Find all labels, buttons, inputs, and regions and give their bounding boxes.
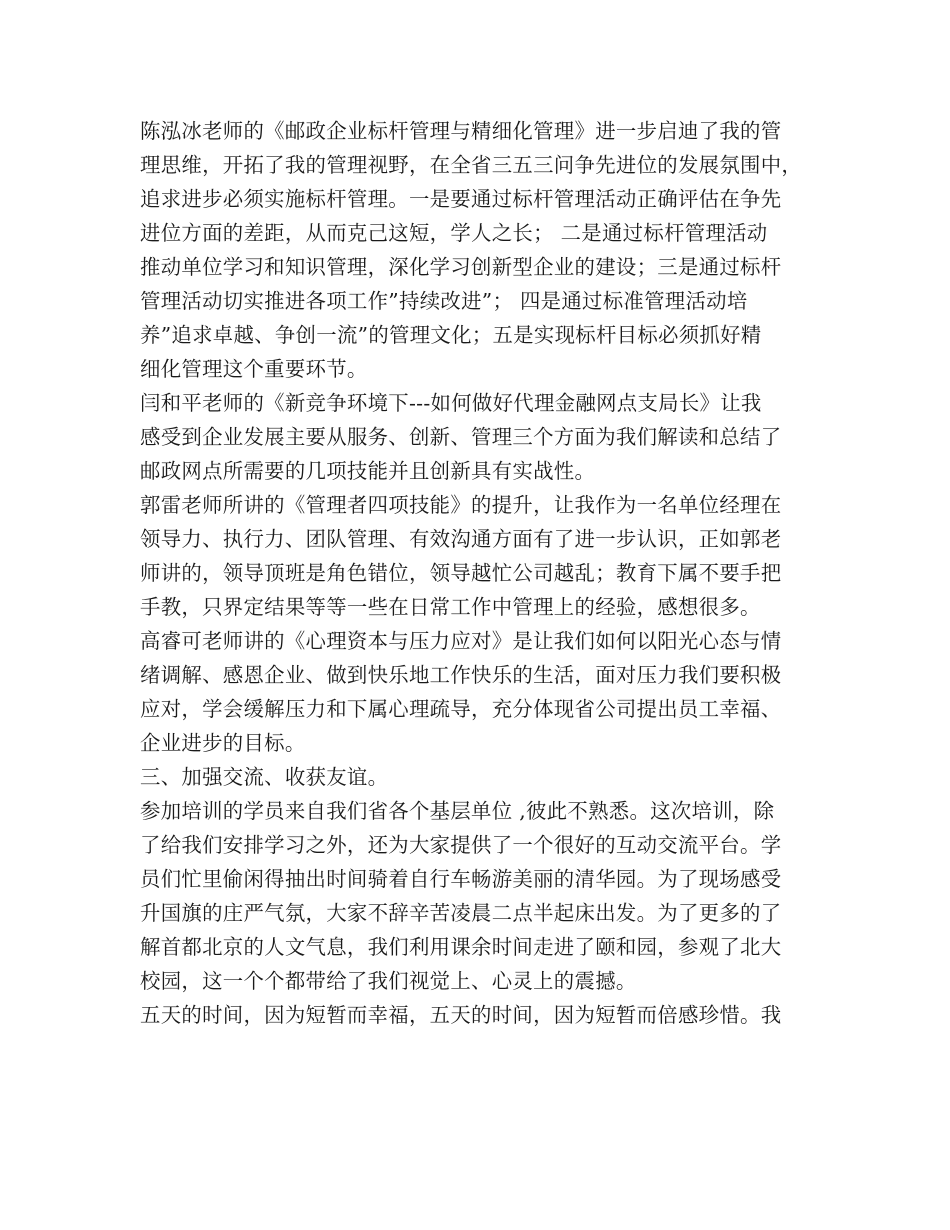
text-line: 高睿可老师讲的《心理资本与压力应对》是让我们如何以阳光心态与情 (140, 629, 782, 653)
text-line: 绪调解、感恩企业、做到快乐地工作快乐的生活，面对压力我们要积极 (140, 663, 782, 687)
section-heading: 三、加强交流、收获友谊。 (140, 765, 389, 789)
text-line: 领导力、执行力、团队管理、有效沟通方面有了进一步认识，正如郭老 (140, 527, 782, 551)
text-line: 管理活动切实推进各项工作”持续改进”； 四是通过标准管理活动培 (140, 289, 748, 313)
text-line: 了给我们安排学习之外，还为大家提供了一个很好的互动交流平台。学 (140, 833, 782, 857)
text-line: 五天的时间，因为短暂而幸福，五天的时间，因为短暂而倍感珍惜。我 (140, 1003, 782, 1027)
text-line: 进位方面的差距，从而克己这短，学人之长； 二是通过标杆管理活动 (140, 221, 768, 245)
text-line: 追求进步必须实施标杆管理。一是要通过标杆管理活动正确评估在争先 (140, 187, 782, 211)
text-line: 企业进步的目标。 (140, 731, 306, 755)
text-line: 陈泓冰老师的《邮政企业标杆管理与精细化管理》进一步启迪了我的管 (140, 119, 782, 143)
text-line: 郭雷老师所讲的《管理者四项技能》的提升，让我作为一名单位经理在 (140, 493, 782, 517)
text-line: 手教，只界定结果等等一些在日常工作中管理上的经验，感想很多。 (140, 595, 761, 619)
text-line: 校园，这一个个都带给了我们视觉上、心灵上的震撼。 (140, 969, 637, 993)
text-line: 参加培训的学员来自我们省各个基层单位 ,彼此不熟悉。这次培训，除 (140, 799, 775, 823)
text-line: 细化管理这个重要环节。 (140, 357, 368, 381)
text-line: 邮政网点所需要的几项技能并且创新具有实战性。 (140, 459, 596, 483)
text-line: 养”追求卓越、争创一流”的管理文化；五是实现标杆目标必须抓好精 (140, 323, 762, 347)
text-line: 解首都北京的人文气息，我们利用课余时间走进了颐和园，参观了北大 (140, 935, 782, 959)
text-line: 应对，学会缓解压力和下属心理疏导，充分体现省公司提出员工幸福、 (140, 697, 782, 721)
text-line: 推动单位学习和知识管理，深化学习创新型企业的建设；三是通过标杆 (140, 255, 782, 279)
text-line: 升国旗的庄严气氛，大家不辞辛苦凌晨二点半起床出发。为了更多的了 (140, 901, 782, 925)
text-line: 理思维，开拓了我的管理视野，在全省三五三问争先进位的发展氛围中， (140, 153, 803, 177)
text-line: 感受到企业发展主要从服务、创新、管理三个方面为我们解读和总结了 (140, 425, 782, 449)
text-line: 员们忙里偷闲得抽出时间骑着自行车畅游美丽的清华园。为了现场感受 (140, 867, 782, 891)
text-line: 师讲的，领导顶班是角色错位，领导越忙公司越乱；教育下属不要手把 (140, 561, 782, 585)
text-line: 闫和平老师的《新竞争环境下---如何做好代理金融网点支局长》让我 (140, 391, 762, 415)
body-text (140, 114, 830, 1032)
